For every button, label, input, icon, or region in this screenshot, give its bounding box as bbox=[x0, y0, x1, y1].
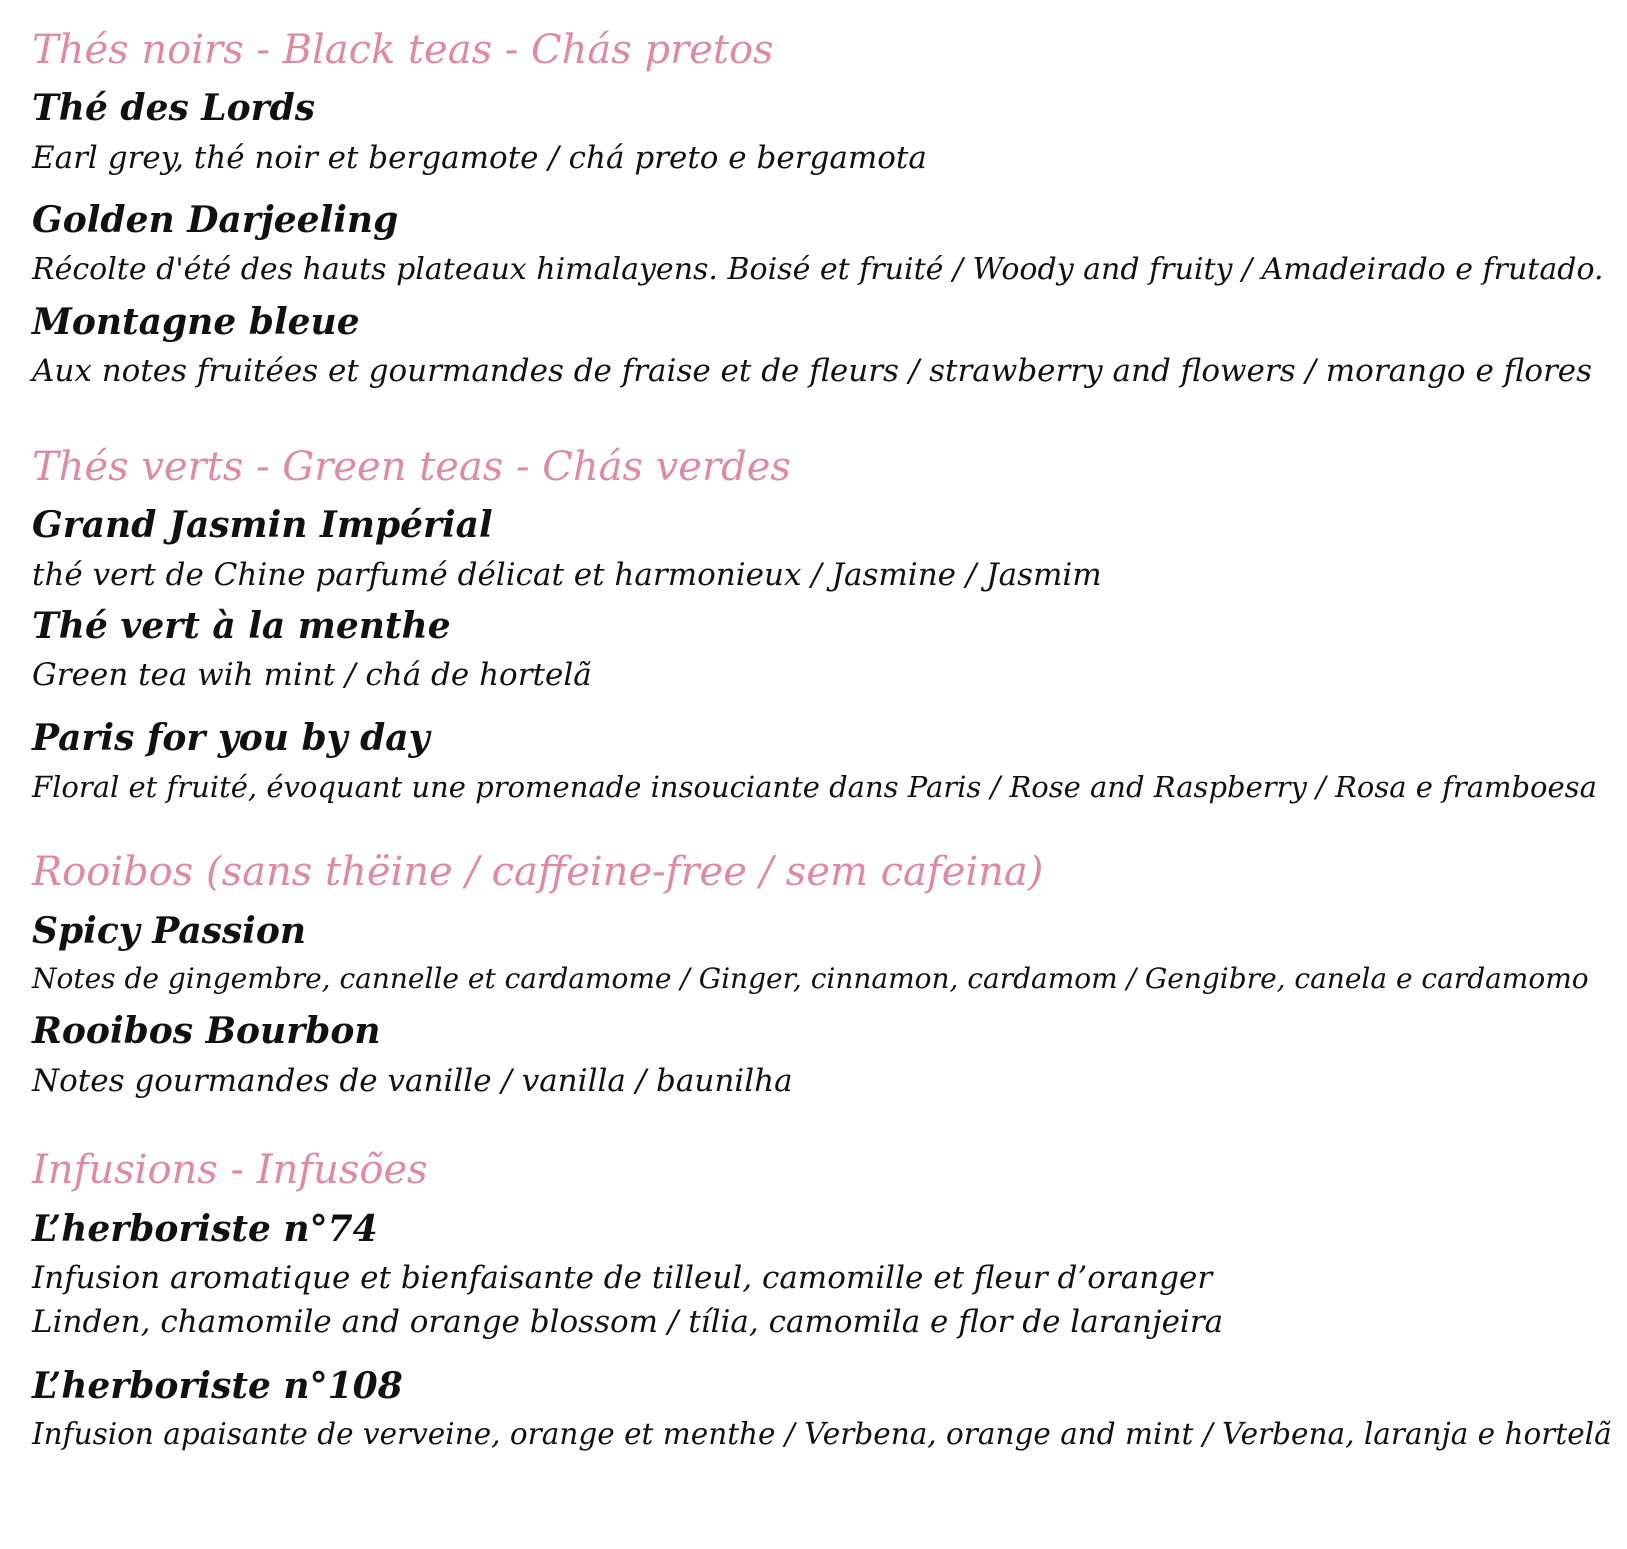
item-desc-herboriste-108: Infusion apaisante de verveine, orange et menthe / Verbena, orange and mint / Verbena, laranja e hortelã bbox=[32, 1417, 1612, 1451]
item-name-herboriste-108: L’herboriste n°108 bbox=[32, 1365, 403, 1407]
item-name-herboriste-74: L’herboriste n°74 bbox=[32, 1208, 378, 1250]
section-title-green-teas: Thés verts - Green teas - Chás verdes bbox=[32, 444, 791, 490]
item-name-montagne-bleue: Montagne bleue bbox=[32, 301, 360, 343]
item-name-spicy-passion: Spicy Passion bbox=[32, 910, 307, 952]
item-desc-grand-jasmin-imperial: thé vert de Chine parfumé délicat et harmonieux / Jasmine / Jasmim bbox=[32, 557, 1102, 593]
item-name-the-vert-menthe: Thé vert à la menthe bbox=[32, 605, 451, 647]
item-desc-the-vert-menthe: Green tea wih mint / chá de hortelã bbox=[32, 657, 592, 693]
item-name-golden-darjeeling: Golden Darjeeling bbox=[32, 199, 399, 241]
section-title-black-teas: Thés noirs - Black teas - Chás pretos bbox=[32, 27, 774, 73]
item-desc-the-des-lords: Earl grey, thé noir et bergamote / chá preto e bergamota bbox=[32, 140, 927, 176]
item-desc-rooibos-bourbon: Notes gourmandes de vanille / vanilla / baunilha bbox=[32, 1063, 793, 1099]
item-name-rooibos-bourbon: Rooibos Bourbon bbox=[32, 1010, 381, 1052]
item-desc-golden-darjeeling: Récolte d'été des hauts plateaux himalayens. Boisé et fruité / Woody and fruity / Amadeirado e frutado. bbox=[32, 252, 1604, 287]
item-desc-montagne-bleue: Aux notes fruitées et gourmandes de fraise et de fleurs / strawberry and flowers / morango e flores bbox=[32, 353, 1593, 389]
item-name-the-des-lords: Thé des Lords bbox=[32, 87, 316, 129]
item-name-grand-jasmin-imperial: Grand Jasmin Impérial bbox=[32, 504, 493, 546]
item-desc-paris-for-you: Floral et fruité, évoquant une promenade insouciante dans Paris / Rose and Raspberry / Rosa e framboesa bbox=[32, 770, 1597, 804]
item-desc-spicy-passion: Notes de gingembre, cannelle et cardamome / Ginger, cinnamon, cardamom / Gengibre, canela e cardamomo bbox=[32, 962, 1589, 995]
section-title-infusions: Infusions - Infusões bbox=[32, 1147, 428, 1193]
item-desc2-herboriste-74: Linden, chamomile and orange blossom / tília, camomila e flor de laranjeira bbox=[32, 1304, 1224, 1340]
item-name-paris-for-you: Paris for you by day bbox=[32, 717, 430, 759]
section-title-rooibos: Rooibos (sans thëine / caffeine-free / sem cafeina) bbox=[32, 849, 1044, 895]
item-desc-herboriste-74: Infusion aromatique et bienfaisante de tilleul, camomille et fleur d’oranger bbox=[32, 1260, 1213, 1296]
